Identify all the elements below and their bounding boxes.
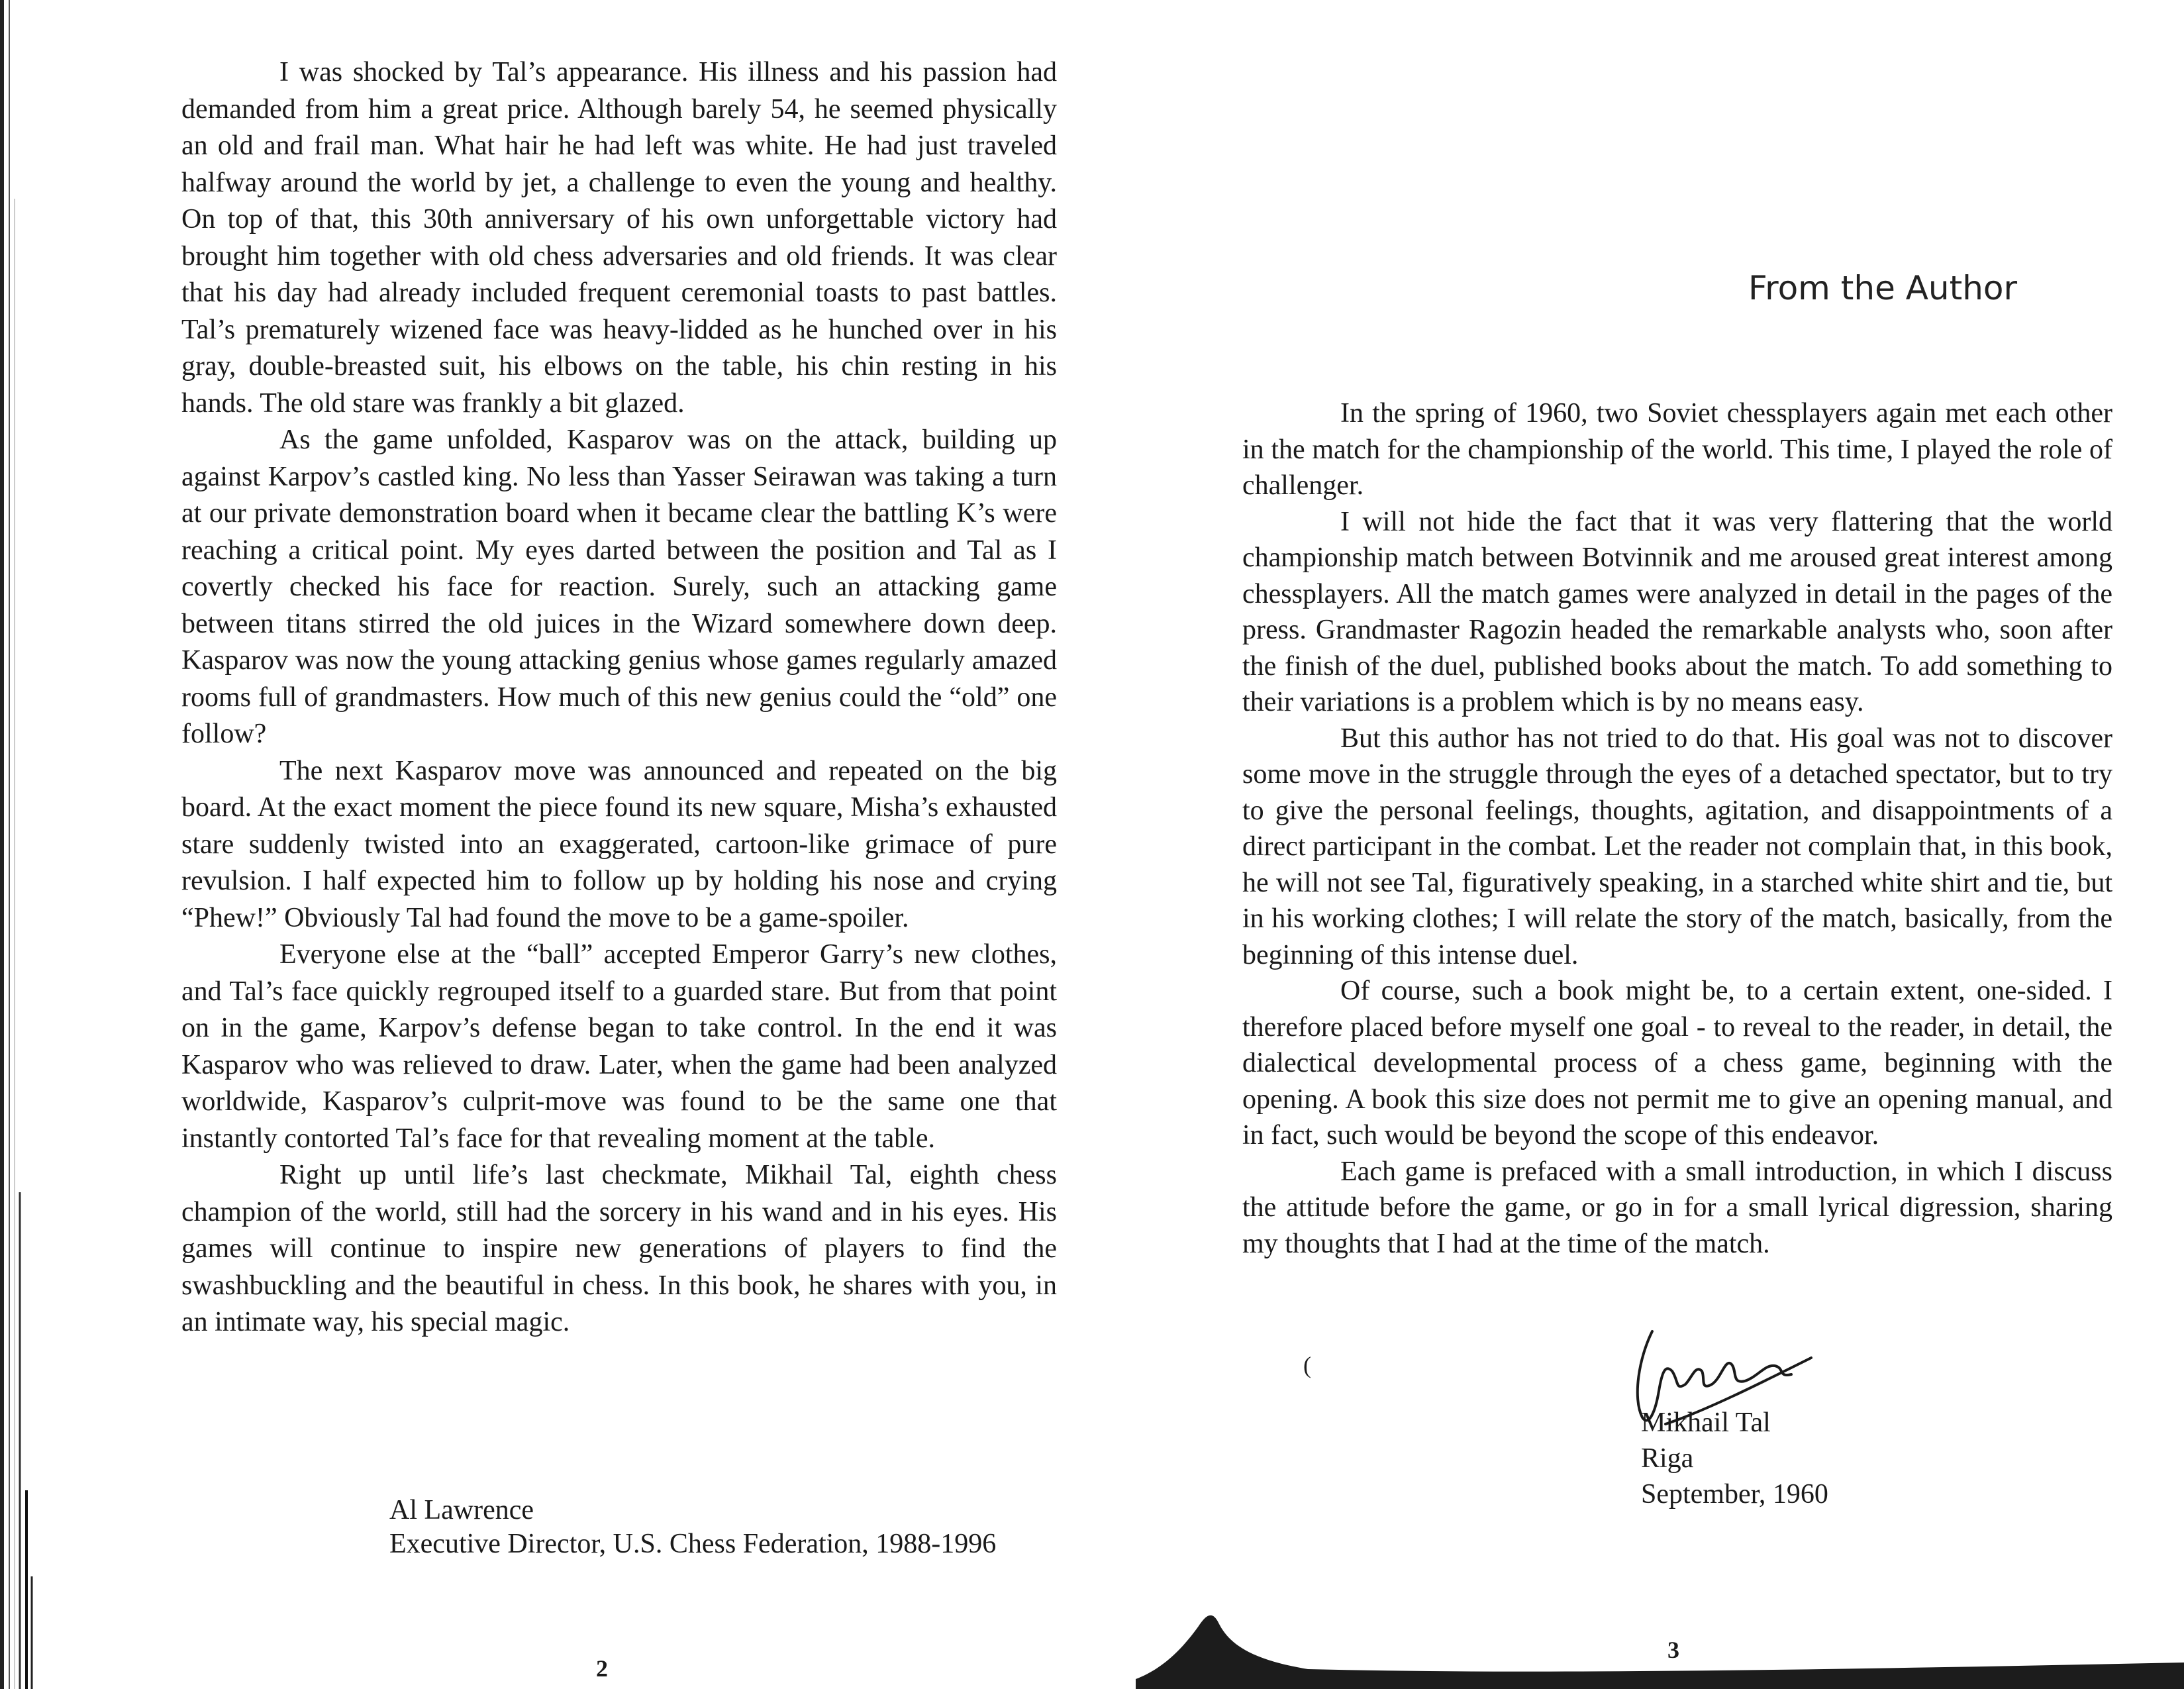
left-paragraph-3: The next Kasparov move was announced and repeated on the big board. At the exact moment the piece found its new square, Misha’s exhausted stare suddenly twisted into an exaggerated, cartoon-like grimace of pure revulsion. I half expected him to follow up by holding his nose and crying “Phew!” Obviously Tal had found the move to be a game-spoiler. <box>181 755 1057 933</box>
right-paragraph-1: In the spring of 1960, two Soviet chessplayers again met each other in the match for the championship of the world. This time, I played the role of challenger. <box>1242 398 2112 501</box>
left-body-text <box>181 54 1057 1341</box>
left-paragraph-1: I was shocked by Tal’s appearance. His illness and his passion had demanded from him a great price. Although barely 54, he seemed physically an old and frail man. What hair he had left was white. He had just traveled halfway around the world by jet, a challenge to even the young and healthy. On top of that, this 30th anniversary of his own unforgettable victory had brought him together with old chess adversaries and old friends. It was clear that his day had already included frequent ceremonial toasts to past battles. Tal’s prematurely wizened face was heavy-lidded as he hunched over in his gray, double-breasted suit, his elbows on the table, his chin resting in his hands. The old stare was frankly a bit glazed. <box>181 57 1057 419</box>
right-paragraph-2: I will not hide the fact that it was very flattering that the world championship match between Botvinnik and me aroused great interest among chessplayers. All the match games were analyzed in detail in the pages of the press. Grandmaster Ragozin headed the remarkable analysts who, soon after the finish of the duel, published books about the match. To add something to their variations is a problem which is by no means easy. <box>1242 506 2112 717</box>
signoff-title: Executive Director, U.S. Chess Federation, 1988-1996 <box>389 1529 997 1559</box>
right-paragraph-3: But this author has not tried to do that. His goal was not to discover some move in the struggle through the eyes of a detached spectator, but to try to give the personal feelings, thoughts, agitation, and disappointments of a direct participant in the combat. Let the reader not complain that, in this book, he will not see Tal, figuratively speaking, in a starched white shirt and tie, but in his working clothes; I will relate the story of the match, basically, from the beginning of this intense duel. <box>1242 723 2112 970</box>
signoff-place: Riga <box>1641 1443 1694 1474</box>
right-body-text <box>1242 395 2112 1262</box>
page-number-left: 2 <box>596 1655 608 1682</box>
right-signoff <box>1641 1405 1828 1512</box>
page-title: From the Author <box>1748 269 2018 307</box>
left-signoff <box>389 1494 996 1561</box>
signoff-author: Mikhail Tal <box>1641 1408 1771 1438</box>
stray-mark: ( <box>1303 1352 1311 1378</box>
signoff-name: Al Lawrence <box>389 1495 534 1525</box>
right-paragraph-4: Of course, such a book might be, to a certain extent, one-sided. I therefore placed before myself one goal - to reveal to the reader, in detail, the dialectical developmental process of a chess game, beginning with the opening. A book this size does not permit me to give an opening manual, and in fact, such would be beyond the scope of this endeavor. <box>1242 976 2112 1151</box>
left-paragraph-5: Right up until life’s last checkmate, Mikhail Tal, eighth chess champion of the world, still had the sorcery in his wand and in his eyes. His games will continue to inspire new generations of players to find the swashbuckling and the beautiful in chess. In this book, he shares with you, in an intimate way, his special magic. <box>181 1160 1057 1337</box>
binding-edge <box>0 0 40 1689</box>
scan-shadow <box>1136 1590 2184 1689</box>
signoff-date: September, 1960 <box>1641 1479 1828 1510</box>
left-paragraph-2: As the game unfolded, Kasparov was on the attack, building up against Karpov’s castled king. No less than Yasser Seirawan was taking a turn at our private demonstration board when it became clear the battling K’s were reaching a critical point. My eyes darted between the position and Tal as I covertly checked his face for reaction. Surely, such an attacking game between titans stirred the old juices in the Wizard somewhere down deep. Kasparov was now the young attacking genius whose games regularly amazed rooms full of grandmasters. How much of this new genius could the “old” one follow? <box>181 425 1057 749</box>
page-number-right: 3 <box>1667 1637 1679 1663</box>
left-paragraph-4: Everyone else at the “ball” accepted Emperor Garry’s new clothes, and Tal’s face quickly regrouped itself to a guarded stare. But from that point on in the game, Karpov’s defense began to take control. In the end it was Kasparov who was relieved to draw. Later, when the game had been analyzed worldwide, Kasparov’s culprit-move was found to be the same one that instantly contorted Tal’s face for that revealing moment at the table. <box>181 939 1057 1154</box>
right-paragraph-5: Each game is prefaced with a small introduction, in which I discuss the attitude before the game, or go in for a small lyrical digression, sharing my thoughts that I had at the time of the match. <box>1242 1156 2112 1259</box>
